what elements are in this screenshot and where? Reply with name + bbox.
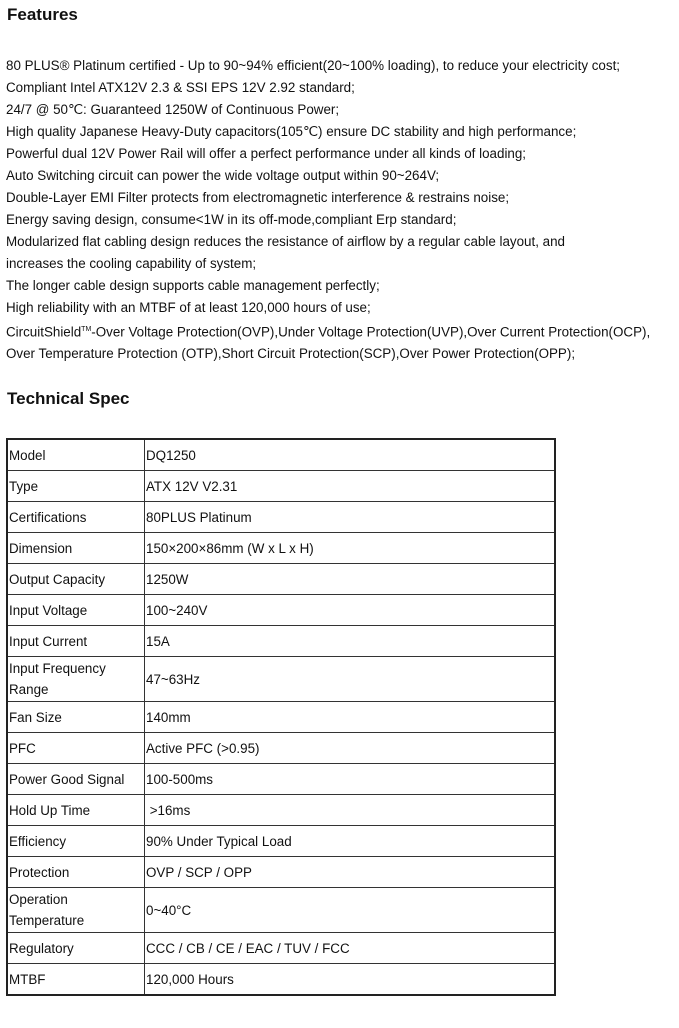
spec-row xyxy=(7,533,555,564)
feature-item: The longer cable design supports cable management perfectly; xyxy=(6,278,380,293)
spec-row xyxy=(7,733,555,764)
feature-item: 80 PLUS® Platinum certified - Up to 90~94% efficient(20~100% loading), to reduce your electricity cost; xyxy=(6,58,621,73)
spec-key: Efficiency xyxy=(7,826,145,857)
spec-row xyxy=(7,626,555,657)
spec-row xyxy=(7,888,555,933)
feature-item: Compliant Intel ATX12V 2.3 & SSI EPS 12V 2.92 standard; xyxy=(6,80,355,95)
feature-item: Modularized flat cabling design reduces the resistance of airflow by a regular cable layout, and xyxy=(6,234,566,249)
feature-item: increases the cooling capability of system; xyxy=(6,256,257,271)
spec-row xyxy=(7,764,555,795)
feature-item: Over Temperature Protection (OTP),Short Circuit Protection(SCP),Over Power Protection(OPP); xyxy=(6,346,576,362)
spec-table xyxy=(6,438,556,996)
spec-row xyxy=(7,657,555,702)
spec-key: Protection xyxy=(7,857,145,888)
feature-item: Auto Switching circuit can power the wide voltage output within 90~264V; xyxy=(6,168,440,183)
spec-key: Output Capacity xyxy=(7,564,145,595)
spec-value: 100~240V xyxy=(145,595,556,626)
spec-key: Fan Size xyxy=(7,702,145,733)
spec-row xyxy=(7,595,555,626)
spec-value: CCC / CB / CE / EAC / TUV / FCC xyxy=(145,933,556,964)
spec-row xyxy=(7,502,555,533)
spec-value: 1250W xyxy=(145,564,556,595)
spec-value: 47~63Hz xyxy=(145,657,556,702)
spec-key: Model xyxy=(7,439,145,471)
spec-key: Operation Temperature xyxy=(7,888,145,933)
spec-key: Input Current xyxy=(7,626,145,657)
feature-item: High reliability with an MTBF of at least 120,000 hours of use; xyxy=(6,300,371,315)
spec-row xyxy=(7,857,555,888)
feature-item: Double-Layer EMI Filter protects from electromagnetic interference & restrains noise; xyxy=(6,190,510,205)
circuitshield-name: CircuitShield xyxy=(6,324,82,340)
spec-row xyxy=(7,471,555,502)
spec-row xyxy=(7,826,555,857)
spec-key: PFC xyxy=(7,733,145,764)
spec-key: Regulatory xyxy=(7,933,145,964)
feature-item: 24/7 @ 50℃: Guaranteed 1250W of Continuous Power; xyxy=(6,102,340,117)
spec-value: 100-500ms xyxy=(145,764,556,795)
spec-row xyxy=(7,564,555,595)
spec-key: Type xyxy=(7,471,145,502)
spec-value: Active PFC (>0.95) xyxy=(145,733,556,764)
spec-value: DQ1250 xyxy=(145,439,556,471)
spec-value: OVP / SCP / OPP xyxy=(145,857,556,888)
spec-row xyxy=(7,964,555,996)
features-list xyxy=(6,55,678,365)
feature-item-circuitshield xyxy=(6,319,678,343)
trademark-mark: TM xyxy=(81,326,92,333)
spec-value: 15A xyxy=(145,626,556,657)
spec-key: Hold Up Time xyxy=(7,795,145,826)
spec-value: 0~40°C xyxy=(145,888,556,933)
spec-value: ATX 12V V2.31 xyxy=(145,471,556,502)
feature-item: High quality Japanese Heavy-Duty capacitors(105℃) ensure DC stability and high performance; xyxy=(6,124,577,139)
spec-row xyxy=(7,702,555,733)
spec-value: 120,000 Hours xyxy=(145,964,556,996)
spec-key: Dimension xyxy=(7,533,145,564)
spec-key: Power Good Signal xyxy=(7,764,145,795)
spec-value: 90% Under Typical Load xyxy=(145,826,556,857)
spec-key: Input Frequency Range xyxy=(7,657,145,702)
spec-row xyxy=(7,795,555,826)
feature-item: Energy saving design, consume<1W in its off-mode,compliant Erp standard; xyxy=(6,212,457,227)
spec-heading: Technical Spec xyxy=(7,389,130,408)
circuitshield-text: -Over Voltage Protection(OVP),Under Voltage Protection(UVP),Over Current Protection(OCP), xyxy=(91,324,651,340)
spec-key: Certifications xyxy=(7,502,145,533)
spec-value: >16ms xyxy=(145,795,556,826)
spec-value: 150×200×86mm (W x L x H) xyxy=(145,533,556,564)
spec-value: 140mm xyxy=(145,702,556,733)
features-heading: Features xyxy=(7,5,78,24)
spec-key: MTBF xyxy=(7,964,145,996)
spec-row xyxy=(7,933,555,964)
spec-value: 80PLUS Platinum xyxy=(145,502,556,533)
spec-key: Input Voltage xyxy=(7,595,145,626)
feature-item: Powerful dual 12V Power Rail will offer a perfect performance under all kinds of loading; xyxy=(6,146,527,161)
spec-row xyxy=(7,439,555,471)
